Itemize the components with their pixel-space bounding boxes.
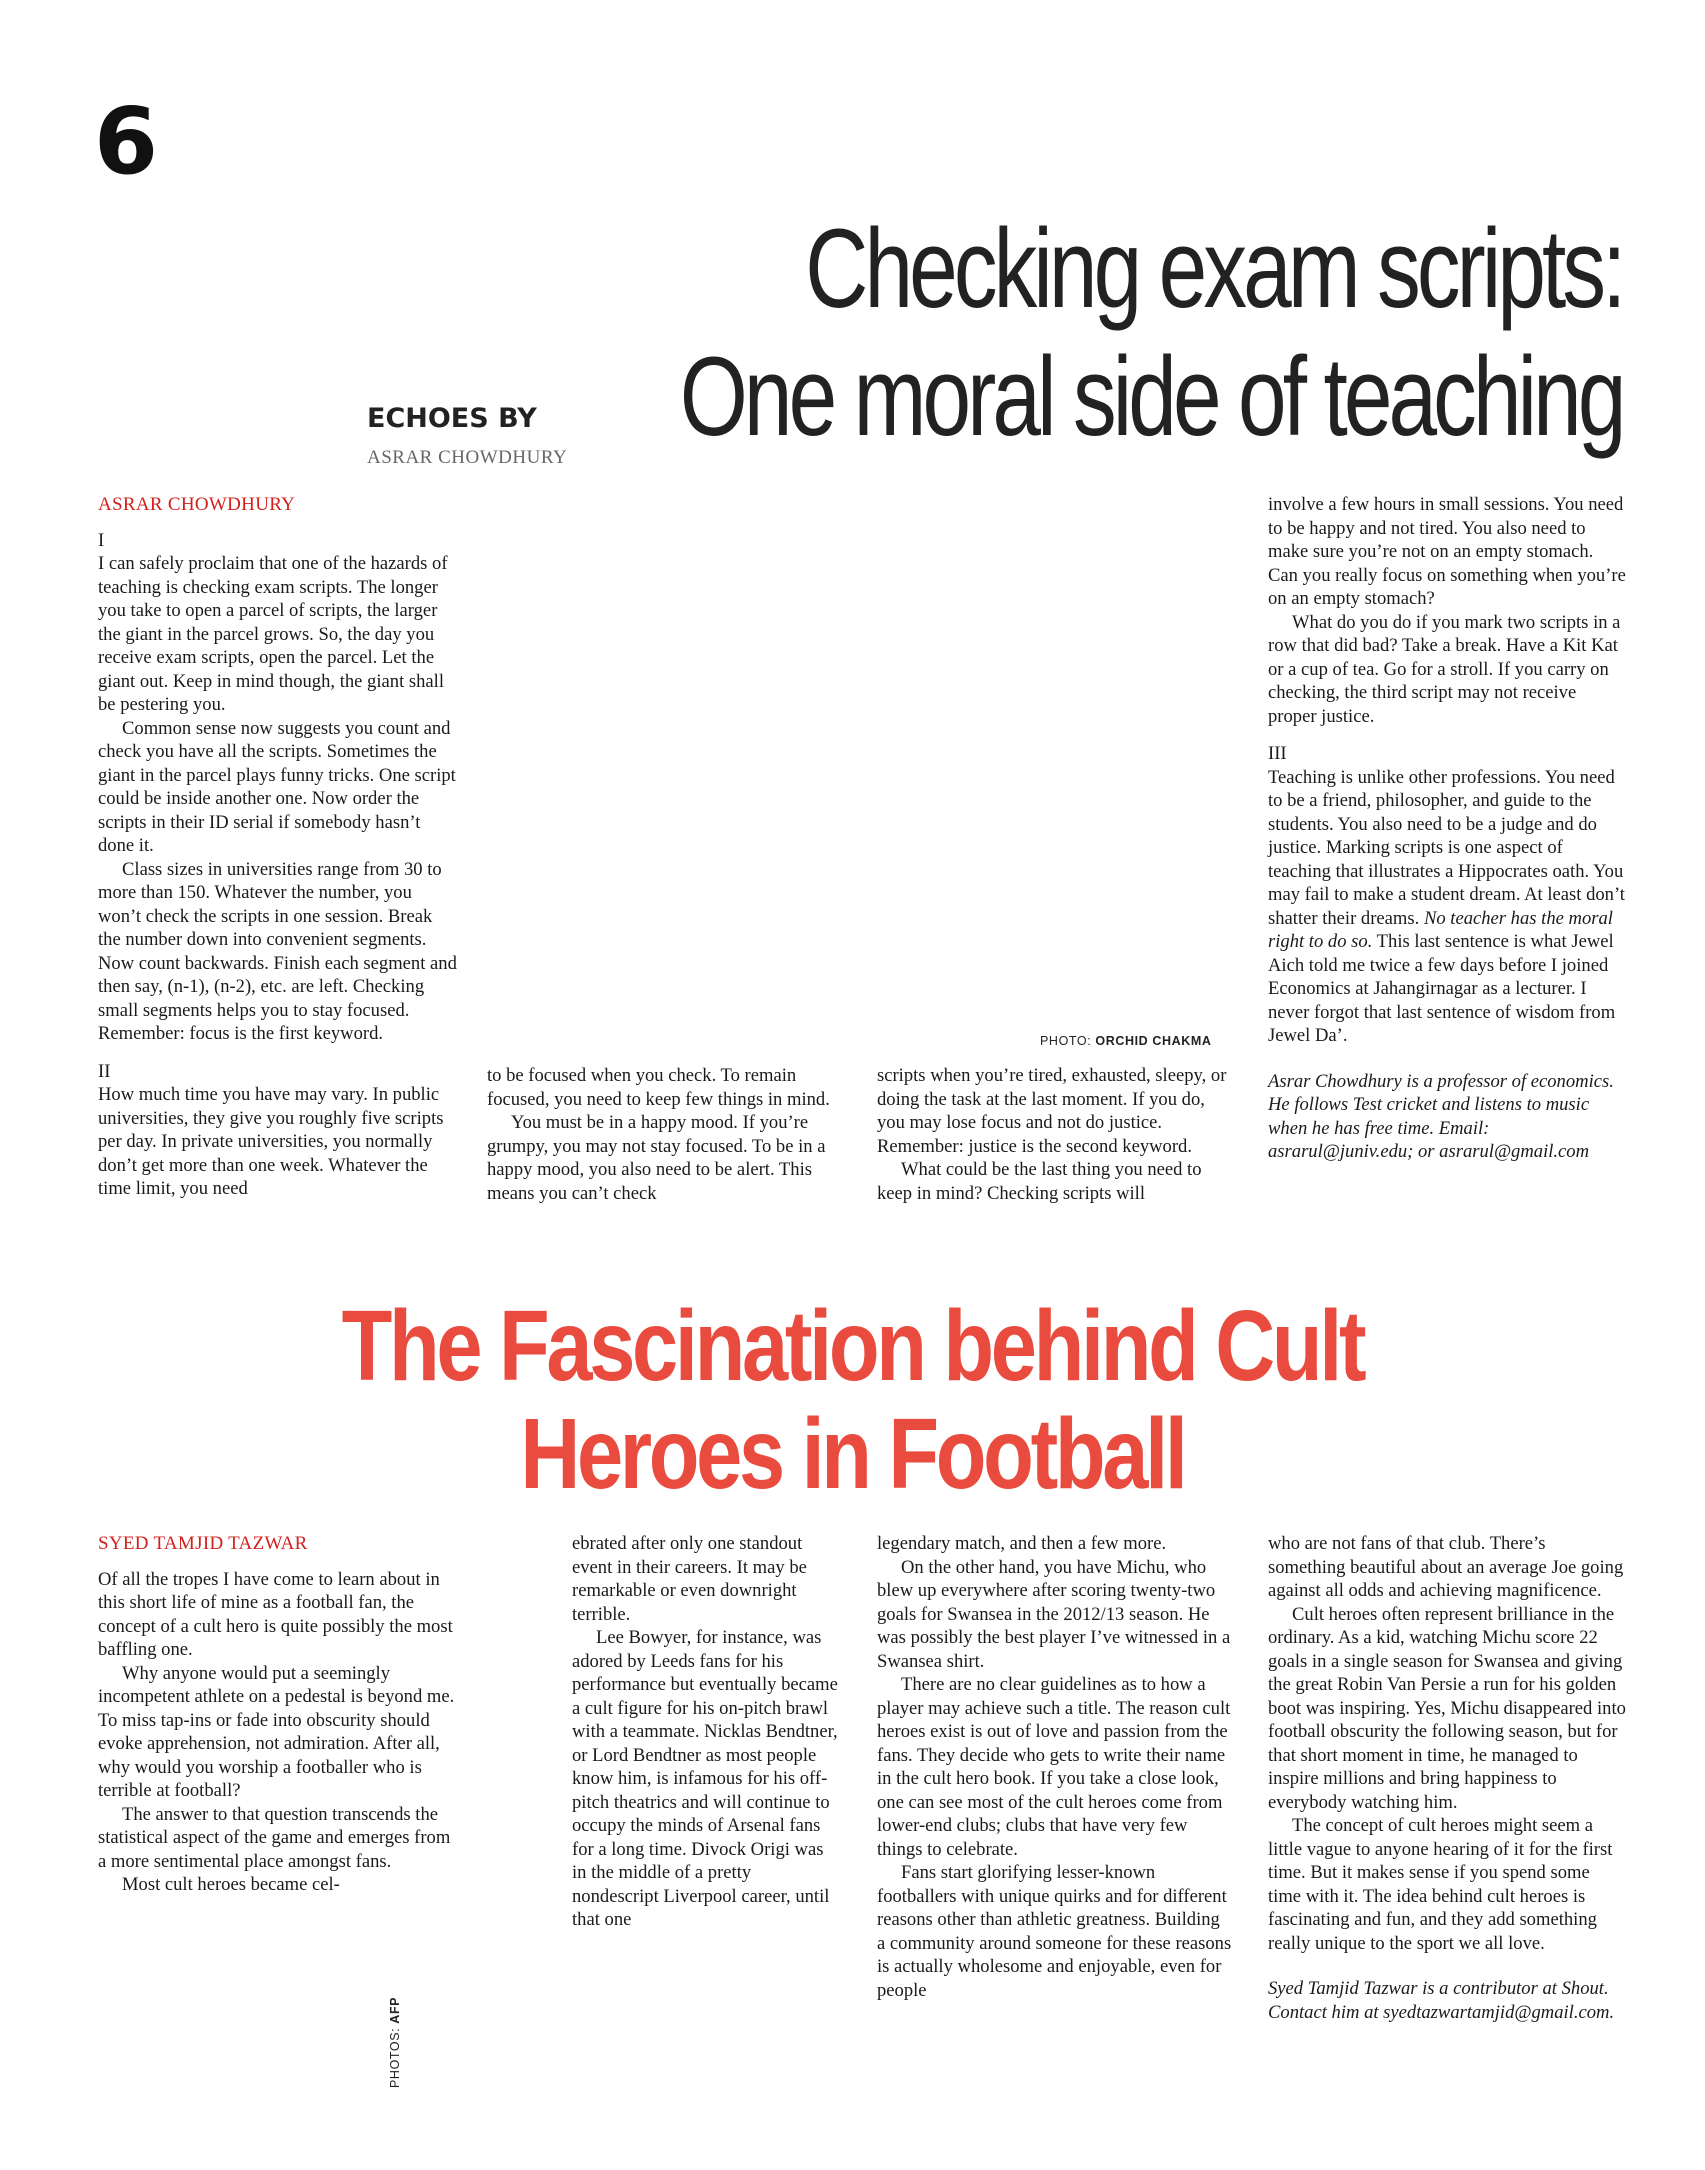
photo-credit-name: ORCHID CHAKMA <box>1095 1034 1212 1048</box>
page-number: 6 <box>94 88 159 195</box>
photo-credit <box>1040 1034 1212 1048</box>
article2-headline <box>0 1292 1705 1508</box>
article2-column-1 <box>98 1532 458 1897</box>
paragraph: Lee Bowyer, for instance, was adored by Leeds fans for his performance but eventually became a cult figure for his on-pitch brawl with a teammate. Nicklas Bendtner, or Lord Bendtner as most people know him, is infamous for his off-pitch theatrics and will continue to occupy the minds of Arsenal fans for a long time. Divock Origi was in the middle of a pretty nondescript Liverpool career, until that one <box>572 1627 838 1930</box>
article1-headline-line2: One moral side of teaching <box>680 334 1623 459</box>
article1-byline: ASRAR CHOWDHURY <box>98 494 296 515</box>
article1-headline-line1: Checking exam scripts: <box>805 206 1623 331</box>
article2-column-2 <box>572 1532 842 1932</box>
article1-column-1 <box>98 493 458 1201</box>
paragraph: ebrated after only one standout event in their careers. It may be remarkable or even downright terrible. <box>572 1533 807 1625</box>
photo-credit-label: PHOTO: <box>1040 1034 1092 1048</box>
photos-credit-label: PHOTOS: <box>388 2027 402 2088</box>
article2-column-4 <box>1268 1532 1626 2024</box>
article2-column-3 <box>877 1532 1232 2002</box>
paragraph: I can safely proclaim that one of the hazards of teaching is checking exam scripts. The longer you take to open a parcel of scripts, the larger the giant in the parcel grows. So, the day you receive exam scripts, open the parcel. Let the giant out. Keep in mind though, the giant shall be pestering you. <box>98 553 448 715</box>
paragraph: Of all the tropes I have come to learn about in this short life of mine as a football fan, the concept of a cult hero is quite possibly the most baffling one. <box>98 1568 453 1660</box>
author-bio: Syed Tamjid Tazwar is a contributor at Shout. Contact him at syedtazwartamjid@gmail.com. <box>1268 1978 1615 2023</box>
paragraph: What do you do if you mark two scripts in a row that did bad? Take a break. Have a Kit Kat or a cup of tea. Go for a stroll. If you carry on checking, the third script may not receive proper justice. <box>1268 611 1621 727</box>
paragraph: Class sizes in universities range from 30 to more than 150. Whatever the number, you won’t check the scripts in one session. Break the number down into convenient segments. Now count backwards. Finish each segment and then say, (n-1), (n-2), etc. are left. Checking small segments helps you to stay focused. Remember: focus is the first keyword. <box>98 858 457 1044</box>
photos-credit <box>388 1997 402 2088</box>
article1-headline <box>680 205 1623 461</box>
paragraph: There are no clear guidelines as to how a player may achieve such a title. The reason cult heroes exist is out of love and passion from the fans. They decide who gets to write their name in the cult hero book. If you take a close look, one can see most of the cult heroes come from lower-end clubs; clubs that have very few things to celebrate. <box>877 1674 1231 1860</box>
section-marker-2: II <box>98 1060 111 1082</box>
paragraph: Most cult heroes became cel- <box>122 1874 340 1895</box>
article2-headline-line1: The Fascination behind Cult <box>341 1290 1364 1402</box>
photos-credit-name: AFP <box>388 1996 402 2024</box>
section-marker-3: III <box>1268 743 1287 764</box>
quote-italic: No teacher has the moral right to do so. <box>1268 907 1613 952</box>
paragraph: You must be in a happy mood. If you’re grumpy, you may not stay focused. To be in a happy mood, you also need to be alert. This means you can’t check <box>487 1112 826 1204</box>
column-label: ECHOES BY <box>367 403 537 434</box>
paragraph: Teaching is unlike other professions. You need to be a friend, philosopher, and guide to the students. You also need to be a judge and do justice. Marking scripts is one aspect of teaching that illustrates a Hippocrates oath. You may fail to make a student dream. At least don’t shatter their dreams. No teacher has the moral right to do so. This last sentence is what Jewel Aich told me twice a few days before I joined Economics at Jahangirnagar as a lecturer. I never forgot that last sentence of wisdom from Jewel Da’. <box>1268 766 1625 1046</box>
paragraph: How much time you have may vary. In public universities, they give you roughly five scripts per day. In private universities, you normally don’t get more than one week. Whatever the time limit, you need <box>98 1084 444 1199</box>
paragraph: What could be the last thing you need to keep in mind? Checking scripts will <box>877 1159 1202 1204</box>
paragraph: who are not fans of that club. There’s something beautiful about an average Joe going against all odds and achieving magnificence. <box>1268 1533 1624 1601</box>
paragraph: The concept of cult heroes might seem a little vague to anyone hearing of it for the first time. But it makes sense if you spend some time with it. The idea behind cult heroes is fascinating and fun, and they add something really unique to the sport we all love. <box>1268 1815 1613 1954</box>
paragraph: Why anyone would put a seemingly incompetent athlete on a pedestal is beyond me. To miss tap-ins or fade into obscurity should evoke apprehension, not admiration. After all, why would you worship a footballer who is terrible at football? <box>98 1662 455 1801</box>
article1-column-4 <box>1268 493 1626 1164</box>
article1-column-2 <box>487 1064 847 1205</box>
paragraph: involve a few hours in small sessions. You need to be happy and not tired. You also need to make sure you’re not on an empty stomach. Can you really focus on something when you’re on an empty stomach? <box>1268 494 1626 609</box>
paragraph: to be focused when you check. To remain focused, you need to keep few things in mind. <box>487 1065 830 1110</box>
paragraph: On the other hand, you have Michu, who blew up everywhere after scoring twenty-two goals for Swansea in the 2012/13 season. He was possibly the best player I’ve witnessed in a Swansea shirt. <box>877 1556 1231 1672</box>
paragraph: Fans start glorifying lesser-known footballers with unique quirks and for different reasons other than athletic greatness. Building a community around someone for these reasons is actually wholesome and enjoyable, even for people <box>877 1862 1232 2001</box>
article1-column-3 <box>877 1064 1232 1205</box>
paragraph: Common sense now suggests you count and check you have all the scripts. Sometimes the giant in the parcel plays funny tricks. One script could be inside another one. Now order the scripts in their ID serial if somebody hasn’t done it. <box>98 717 456 856</box>
paragraph: The answer to that question transcends the statistical aspect of the game and emerges from a more sentimental place amongst fans. <box>98 1803 451 1872</box>
paragraph: legendary match, and then a few more. <box>877 1533 1167 1554</box>
paragraph: Cult heroes often represent brilliance in the ordinary. As a kid, watching Michu score 22 goals in a single season for Swansea and giving the great Robin Van Persie a run for his golden boot was inspiring. Yes, Michu disappeared into football obscurity the following season, but for that short moment in time, he managed to inspire millions and bring happiness to everybody watching him. <box>1268 1603 1626 1813</box>
article2-byline: SYED TAMJID TAZWAR <box>98 1533 308 1554</box>
article2-headline-line2: Heroes in Football <box>520 1398 1185 1510</box>
column-author: ASRAR CHOWDHURY <box>367 447 568 468</box>
author-bio: Asrar Chowdhury is a professor of economics. He follows Test cricket and listens to music when he has free time. Email: asrarul@juniv.edu; or asrarul@gmail.com <box>1268 1070 1614 1162</box>
section-marker-1: I <box>98 529 105 551</box>
paragraph: scripts when you’re tired, exhausted, sleepy, or doing the task at the last moment. If you do, you may lose focus and not do justice. Remember: justice is the second keyword. <box>877 1065 1227 1157</box>
